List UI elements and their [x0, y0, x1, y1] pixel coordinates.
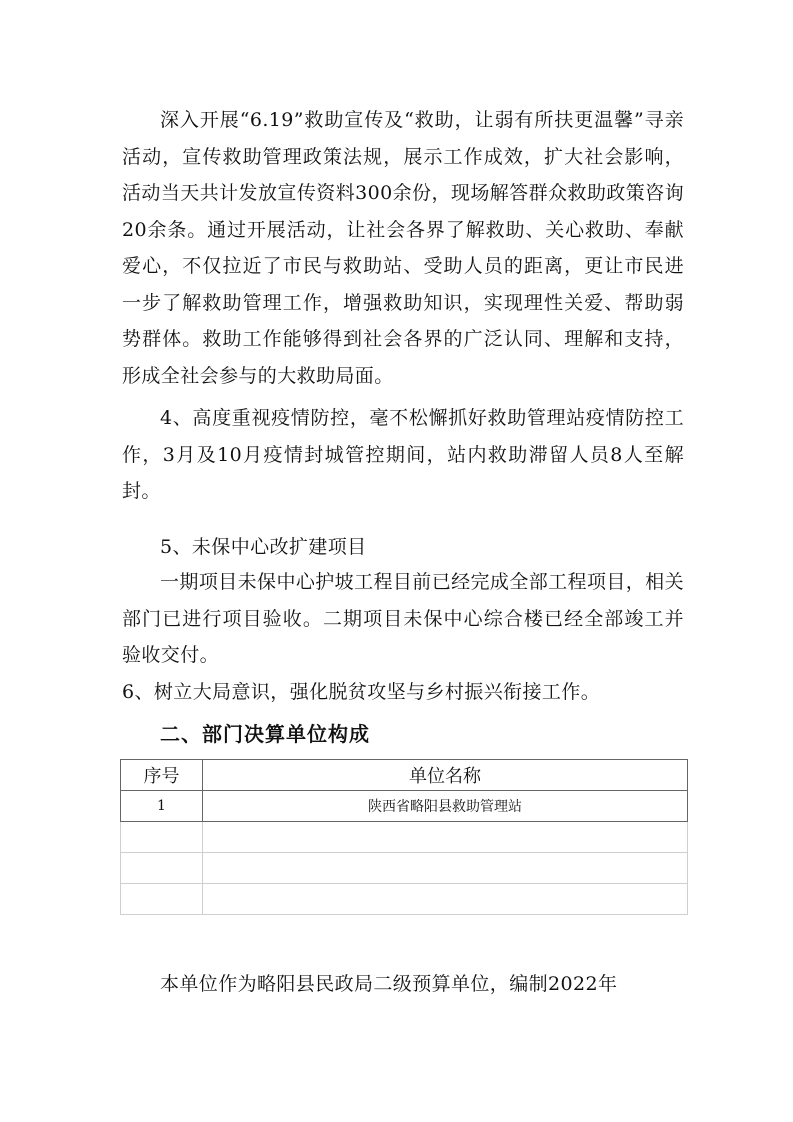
cell-serial-number	[121, 822, 203, 853]
paragraph-project-detail: 一期项目未保中心护坡工程目前已经完成全部工程项目，相关部门已进行项目验收。二期项目未保中心综合楼已经全部竣工并验收交付。	[122, 571, 684, 666]
table-row	[121, 853, 688, 884]
table-header-row	[121, 760, 688, 791]
paragraph-epidemic-control: 4、高度重视疫情防控，毫不松懈抓好救助管理站疫情防控工作，3月及10月疫情封城管控期间，站内救助滞留人员8人至解封。	[122, 407, 684, 502]
header-serial-number: 序号	[121, 760, 203, 791]
table-row	[121, 791, 688, 822]
table-row	[121, 822, 688, 853]
cell-unit-name: 陕西省略阳县救助管理站	[203, 791, 688, 822]
paragraph-rural-revitalization: 6、树立大局意识，强化脱贫攻坚与乡村振兴衔接工作。	[122, 681, 601, 703]
table-row	[121, 884, 688, 915]
cell-unit-name	[203, 884, 688, 915]
paragraph-closing: 本单位作为略阳县民政局二级预算单位，编制2022年	[160, 973, 618, 995]
cell-serial-number	[121, 884, 203, 915]
cell-unit-name	[203, 853, 688, 884]
cell-serial-number: 1	[121, 791, 203, 822]
cell-unit-name	[203, 822, 688, 853]
unit-composition-table	[120, 759, 688, 915]
section-heading: 二、部门决算单位构成	[160, 722, 370, 746]
paragraph-project-title: 5、未保中心改扩建项目	[160, 536, 367, 558]
cell-serial-number	[121, 853, 203, 884]
header-unit-name: 单位名称	[203, 760, 688, 791]
paragraph-publicity-activity: 深入开展“6.19”救助宣传及“救助，让弱有所扶更温馨”寻亲活动，宣传救助管理政策法规，展示工作成效，扩大社会影响，活动当天共计发放宣传资料300余份，现场解答群众救助政策咨询20余条。通过开展活动，让社会各界了解救助、关心救助、奉献爱心，不仅拉近了市民与救助站、受助人员的距离，更让市民进一步了解救助管理工作，增强救助知识，实现理性关爱、帮助弱势群体。救助工作能够得到社会各界的广泛认同、理解和支持，形成全社会参与的大救助局面。	[122, 109, 684, 387]
